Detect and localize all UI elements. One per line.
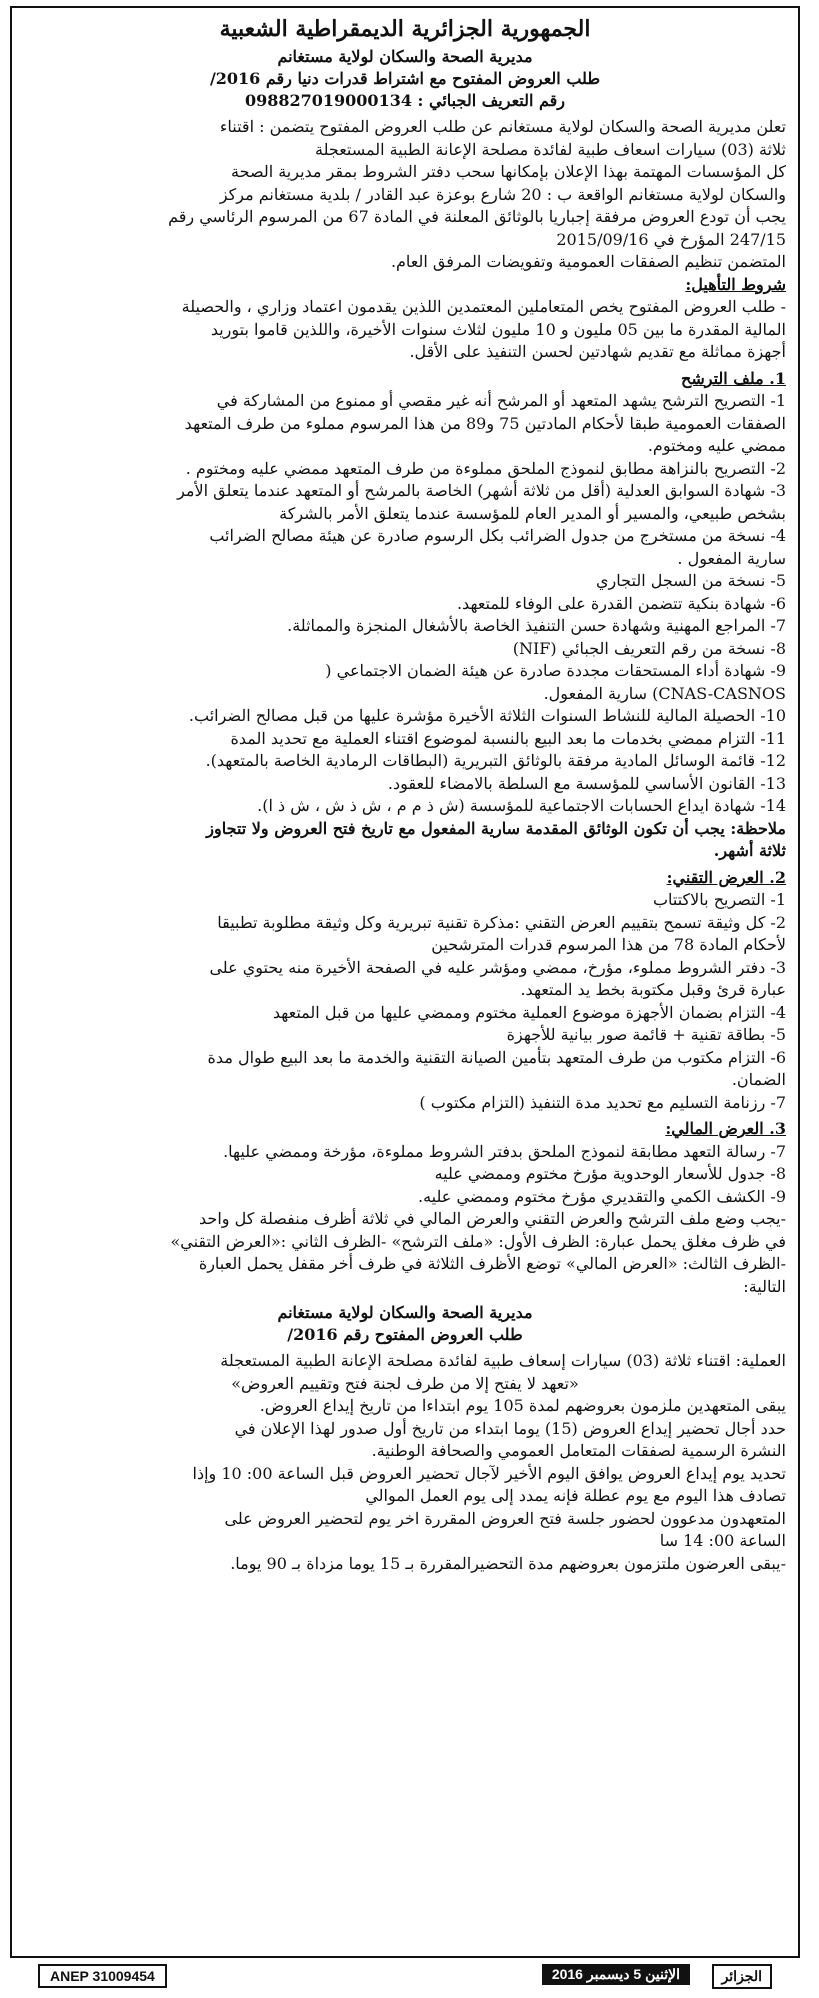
candidature-line: ممضي عليه ومختوم. (647, 436, 786, 455)
technical-line: 3- دفتر الشروط مملوء، مؤرخ، ممضي ومؤشر عليه في الصفحة الأخيرة منه يحتوي على (209, 957, 786, 977)
candidature-line: 3- شهادة السوابق العدلية (أقل من ثلاثة أشهر) الخاصة بالمرشح أو المتعهد عندما يتعلق الأمر (177, 481, 786, 500)
technical-line: 7- رزنامة التسليم مع تحديد مدة التنفيذ (التزام مكتوب ) (419, 1092, 786, 1112)
technical-line: لأحكام المادة 78 من هذا المرسوم قدرات المترشحين (431, 935, 786, 954)
financial-section (24, 1118, 786, 1208)
closing-line: المتعهدون مدعوون لحضور جلسة فتح العروض المقررة اخر يوم لتحضير العروض على (224, 1508, 786, 1528)
closing-line: «تعهد لا يفتح إلا من طرف لجنة فتح وتقييم العروض» (231, 1373, 579, 1393)
qualification-section (24, 274, 786, 364)
financial-line: 7- رسالة التعهد مطابقة لنموذج الملحق بدفتر الشروط مملوءة، مؤرخة وممضي عليها. (223, 1141, 786, 1161)
technical-line: 4- التزام بضمان الأجهزة موضوع العملية مختوم وممضي عليها من قبل المتعهد (272, 1002, 786, 1022)
candidature-line: 2- التصريح بالنزاهة مطابق لنموذج الملحق مملوءة من طرف المتعهد ممضي عليه ومختوم . (185, 458, 786, 478)
technical-line: الضمان. (731, 1070, 786, 1089)
page-footer (10, 1962, 800, 1990)
candidature-line: 1- التصريح الترشح يشهد المتعهد أو المرشح أنه غير مقصي أو ممنوع من المشاركة في (216, 391, 786, 410)
publication-date: الإثنين 5 ديسمبر 2016 (542, 1964, 690, 1985)
closing-line: حدد أجال تحضير إيداع العروض (15) يوما ابتداء من تاريخ أول صدور لهذا الإعلان في (234, 1418, 786, 1438)
candidature-line: 4- نسخة من مستخرج من جدول الضرائب بكل الرسوم صادرة عن هيئة مصالح الضرائب (209, 526, 786, 545)
tax-id: رقم التعريف الجبائي : 098827019000134 (244, 91, 566, 110)
directorate-name: مديرية الصحة والسكان لولاية مستغانم (277, 47, 533, 66)
tender-notice (10, 6, 800, 1958)
candidature-line: بشخص طبيعي، والمسير أو المدير العام للمؤسسة عندما يتعلق الأمر بالشركة (279, 503, 786, 523)
newspaper-name: الجزائر (712, 1964, 772, 1989)
candidature-line: 8- نسخة من رقم التعريف الجبائي (NIF) (512, 638, 786, 658)
candidature-line: 7- المراجع المهنية وشهادة حسن التنفيذ الخاصة بالأشغال المنجزة والمماثلة. (287, 616, 786, 635)
qualification-line: المالية المقدرة ما بين 05 مليون و 10 مليون لثلاث سنوات الأخيرة، واللذين قاموا بتوريد (210, 319, 786, 339)
technical-line: 1- التصريح بالاكتتاب (652, 890, 786, 909)
qualification-line: - طلب العروض المفتوح يخص المتعاملين المعتمدين اللذين يقدمون اعتماد وزاري ، والحصيلة (181, 297, 786, 316)
candidature-line: 10- الحصيلة المالية للنشاط السنوات الثلاثة الأخيرة مؤشرة عليها من قبل مصالح الضرائب. (188, 706, 786, 725)
section-title: 2. العرض التقني: (666, 867, 786, 887)
section-title: 3. العرض المالي: (665, 1119, 786, 1138)
candidature-line: 9- شهادة أداء المستحقات مجددة صادرة عن هيئة الضمان الاجتماعي ( (325, 661, 786, 680)
candidature-line: سارية المفعول . (677, 548, 786, 568)
tender-title: طلب العروض المفتوح مع اشتراط قدرات دنيا رقم 2016/ (209, 69, 601, 88)
closing-line: العملية: اقتناء ثلاثة (03) سيارات إسعاف طبية لفائدة مصلحة الإعانة الطبية المستعجلة (220, 1351, 786, 1370)
intro-line: 247/15 المؤرخ في 2015/09/16 (556, 229, 786, 249)
anep-reference: ANEP 31009454 (38, 1964, 167, 1988)
technical-line: 6- التزام مكتوب من طرف المتعهد بتأمين الصيانة التقنية والخدمة ما بعد البيع طوال مدة (207, 1047, 786, 1067)
intro-line: تعلن مديرية الصحة والسكان لولاية مستغانم عن طلب العروض المفتوح يتضمن : اقتناء (219, 117, 786, 136)
republic-heading: الجمهورية الجزائرية الديمقراطية الشعبية (219, 16, 591, 42)
closing-section (24, 1350, 786, 1575)
technical-line: عبارة قرئ وقبل مكتوبة بخط يد المتعهد. (520, 980, 786, 999)
envelope-tender: طلب العروض المفتوح رقم 2016/ (287, 1325, 523, 1344)
technical-section (24, 867, 786, 1115)
closing-line: النشرة الرسمية لصفقات المتعامل العمومي والصحافة الوطنية. (371, 1441, 786, 1460)
note-line: ثلاثة أشهر. (713, 841, 786, 860)
closing-line: الساعة 00: 14 سا (659, 1531, 786, 1550)
envelope-line: -الظرف الثالث: «العرض المالي» توضع الأظرف الثلاثة في ظرف أخر مقفل يحمل العبارة (198, 1254, 786, 1273)
candidature-line: 14- شهادة ايداع الحسابات الاجتماعية للمؤسسة (ش ذ م م ، ش ذ ش ، ش ذ ا). (257, 796, 786, 815)
envelope-line: التالية: (743, 1276, 786, 1296)
envelope-line: في ظرف مغلق يحمل عبارة: الظرف الأول: «ملف الترشح» -الظرف الثاني :«العرض التقني» (170, 1231, 786, 1251)
section-title: شروط التأهيل: (685, 274, 786, 294)
candidature-line: CNAS-CASNOS) سارية المفعول. (543, 683, 786, 703)
intro-line: ثلاثة (03) سيارات اسعاف طبية لفائدة مصلحة الإعانة الطبية المستعجلة (314, 139, 786, 159)
technical-line: 2- كل وثيقة تسمح بتقييم العرض التقني :مذكرة تقنية تبريرية وكل وثيقة مطلوبة تطبيقا (217, 912, 786, 932)
financial-line: 8- جدول للأسعار الوحدوية مؤرخ مختوم وممضي عليه (434, 1164, 786, 1183)
candidature-line: 6- شهادة بنكية تتضمن القدرة على الوفاء للمتعهد. (456, 593, 786, 613)
intro-line: يجب أن تودع العروض مرفقة إجباريا بالوثائق المعلنة في المادة 67 من المرسوم الرئاسي رقم (168, 207, 786, 226)
candidature-line: الصفقات العمومية طبقا لأحكام المادتين 75 و89 من هذا المرسوم مملوء من طرف المتعهد (184, 413, 786, 433)
intro-line: كل المؤسسات المهتمة بهذا الإعلان بإمكانها سحب دفتر الشروط بمقر مديرية الصحة (231, 162, 786, 181)
candidature-line: 5- نسخة من السجل التجاري (596, 571, 786, 590)
candidature-line: 13- القانون الأساسي للمؤسسة مع السلطة بالامضاء للعقود. (387, 773, 786, 793)
candidature-section (24, 368, 786, 863)
intro-section (24, 116, 786, 274)
candidature-line: 11- التزام ممضي بخدمات ما بعد البيع بالنسبة لموضوع اقتناء العملية مع تحديد المدة (230, 728, 786, 748)
section-title: 1. ملف الترشح (681, 368, 786, 388)
note-line: ملاحظة: يجب أن تكون الوثائق المقدمة سارية المفعول مع تاريخ فتح العروض ولا تتجاوز (206, 818, 786, 838)
financial-line: 9- الكشف الكمي والتقديري مؤرخ مختوم وممضي عليه. (418, 1186, 786, 1206)
technical-line: 5- بطاقة تقنية + قائمة صور بيانية للأجهزة (506, 1025, 786, 1044)
closing-line: -يبقى العرضون ملتزمون بعروضهم مدة التحضيرالمقررة بـ 15 يوما مزداة بـ 90 يوما. (230, 1553, 786, 1573)
envelope-line: -يجب وضع ملف الترشح والعرض التقني والعرض المالي في ثلاثة أظرف منفصلة كل واحد (199, 1209, 786, 1228)
intro-line: المتضمن تنظيم الصفقات العمومية وتفويضات المرفق العام. (390, 252, 786, 271)
closing-line: تحديد يوم إيداع العروض يوافق اليوم الأخير لآجال تحضير العروض قبل الساعة 00: 10 وإذا (192, 1463, 786, 1483)
envelope-directorate: مديرية الصحة والسكان لولاية مستغانم (277, 1303, 533, 1322)
candidature-line: 12- قائمة الوسائل المادية مرفقة بالوثائق التبريرية (البطاقات الرمادية الخاصة بالمتعهد). (205, 751, 786, 770)
closing-line: تصادف هذا اليوم مع يوم عطلة فإنه يمدد إلى يوم العمل الموالي (365, 1486, 786, 1505)
envelopes-section (24, 1208, 786, 1298)
closing-line: يبقى المتعهدين ملزمون بعروضهم لمدة 105 يوم ابتداءا من تاريخ إيداع العروض. (259, 1396, 786, 1415)
intro-line: والسكان لولاية مستغانم الواقعة ب : 20 شارع بوعزة عبد القادر / بلدية مستغانم مركز (219, 184, 786, 204)
qualification-line: أجهزة مماثلة مع تقديم شهادتين لحسن التنفيذ على الأقل. (409, 342, 786, 361)
